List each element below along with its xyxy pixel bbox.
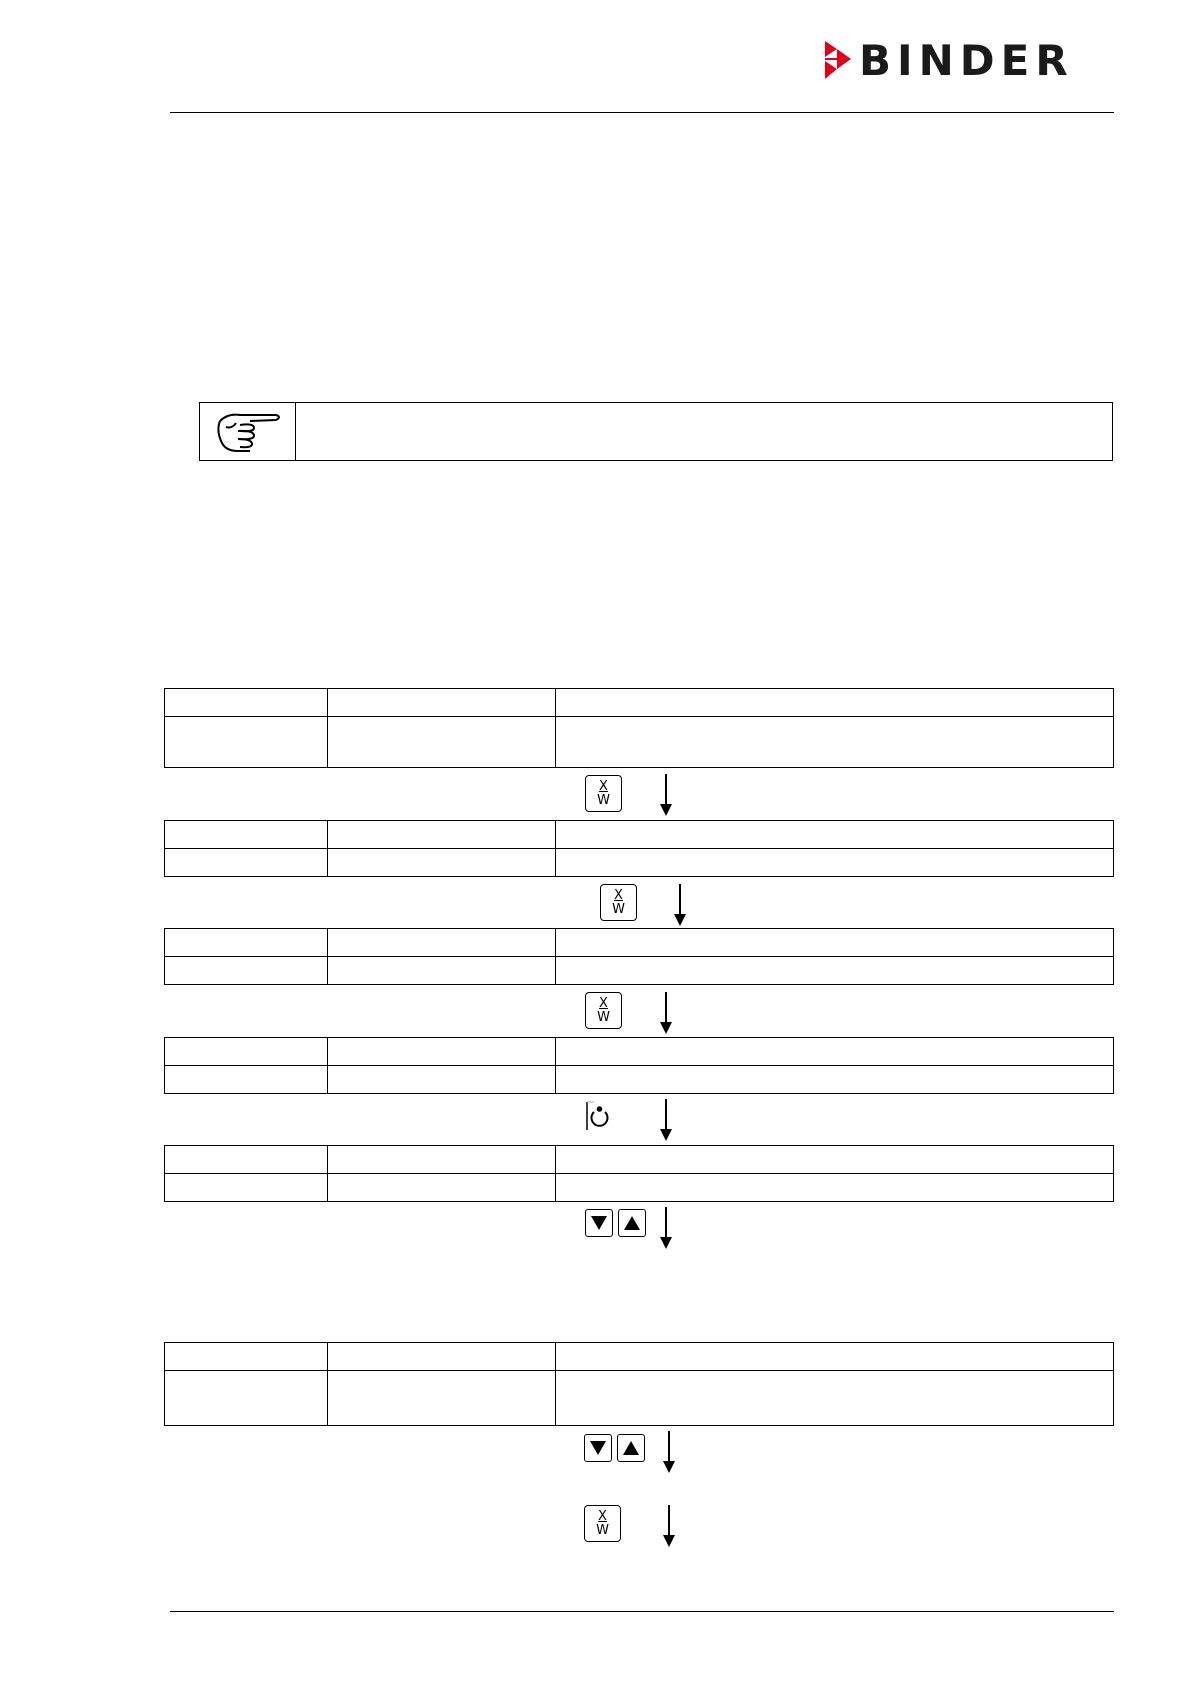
triangle-up-icon xyxy=(618,1209,646,1237)
table-cell xyxy=(165,849,328,877)
table-row xyxy=(165,1371,1114,1426)
down-arrow-icon xyxy=(674,884,686,926)
footer-rule xyxy=(170,1611,1114,1612)
table-row xyxy=(165,717,1114,768)
table-cell xyxy=(165,1174,328,1202)
down-arrow-icon xyxy=(660,1099,672,1141)
table-cell xyxy=(328,1174,556,1202)
binder-logo-icon xyxy=(823,39,853,81)
down-arrow-icon xyxy=(663,1505,675,1547)
table-cell xyxy=(556,1066,1114,1094)
cycle-icon xyxy=(584,1101,614,1131)
table-2 xyxy=(164,820,1114,877)
table-cell xyxy=(165,717,328,768)
note-box xyxy=(199,402,1113,461)
table-cell xyxy=(328,821,556,849)
table-cell xyxy=(556,929,1114,957)
table-cell xyxy=(328,1146,556,1174)
table-cell xyxy=(556,1174,1114,1202)
down-arrow-icon xyxy=(660,992,672,1034)
table-row xyxy=(165,1343,1114,1371)
table-cell xyxy=(165,957,328,985)
table-cell xyxy=(556,1343,1114,1371)
table-1 xyxy=(164,688,1114,768)
table-6 xyxy=(164,1342,1114,1426)
down-arrow-icon xyxy=(663,1431,675,1473)
xw-key-icon: X W xyxy=(600,884,637,921)
table-row xyxy=(165,689,1114,717)
table-cell xyxy=(328,689,556,717)
xw-key-icon: X W xyxy=(585,992,622,1029)
table-cell xyxy=(328,849,556,877)
table-cell xyxy=(328,717,556,768)
table-row xyxy=(165,1066,1114,1094)
table-cell xyxy=(165,689,328,717)
brand-name: BINDER xyxy=(859,35,1074,85)
xw-key-icon: X W xyxy=(584,1505,621,1542)
table-cell xyxy=(556,689,1114,717)
triangle-up-icon xyxy=(617,1434,645,1462)
table-3 xyxy=(164,928,1114,985)
table-cell xyxy=(165,929,328,957)
table-cell xyxy=(556,1146,1114,1174)
table-row xyxy=(165,1146,1114,1174)
note-text xyxy=(296,403,1112,460)
table-cell xyxy=(328,1371,556,1426)
pointing-hand-icon xyxy=(200,403,296,460)
binder-logo xyxy=(823,35,1074,85)
table-cell xyxy=(328,929,556,957)
table-cell xyxy=(165,1371,328,1426)
table-cell xyxy=(165,1146,328,1174)
table-4 xyxy=(164,1037,1114,1094)
table-row xyxy=(165,929,1114,957)
table-cell xyxy=(165,1066,328,1094)
table-row xyxy=(165,1174,1114,1202)
xw-key-icon: X W xyxy=(585,775,622,812)
table-cell xyxy=(328,957,556,985)
table-row xyxy=(165,957,1114,985)
table-cell xyxy=(556,1371,1114,1426)
table-cell xyxy=(165,1038,328,1066)
table-cell xyxy=(165,821,328,849)
table-cell xyxy=(556,1038,1114,1066)
table-row xyxy=(165,849,1114,877)
header-rule xyxy=(170,112,1114,113)
table-cell xyxy=(328,1038,556,1066)
table-cell xyxy=(556,957,1114,985)
table-cell xyxy=(328,1343,556,1371)
table-5 xyxy=(164,1145,1114,1202)
table-cell xyxy=(556,821,1114,849)
down-arrow-icon xyxy=(660,774,672,816)
table-cell xyxy=(556,849,1114,877)
down-arrow-icon xyxy=(660,1207,672,1249)
table-row xyxy=(165,821,1114,849)
table-cell xyxy=(328,1066,556,1094)
table-row xyxy=(165,1038,1114,1066)
triangle-down-icon xyxy=(584,1434,612,1462)
triangle-down-icon xyxy=(585,1209,613,1237)
table-cell xyxy=(165,1343,328,1371)
table-cell xyxy=(556,717,1114,768)
